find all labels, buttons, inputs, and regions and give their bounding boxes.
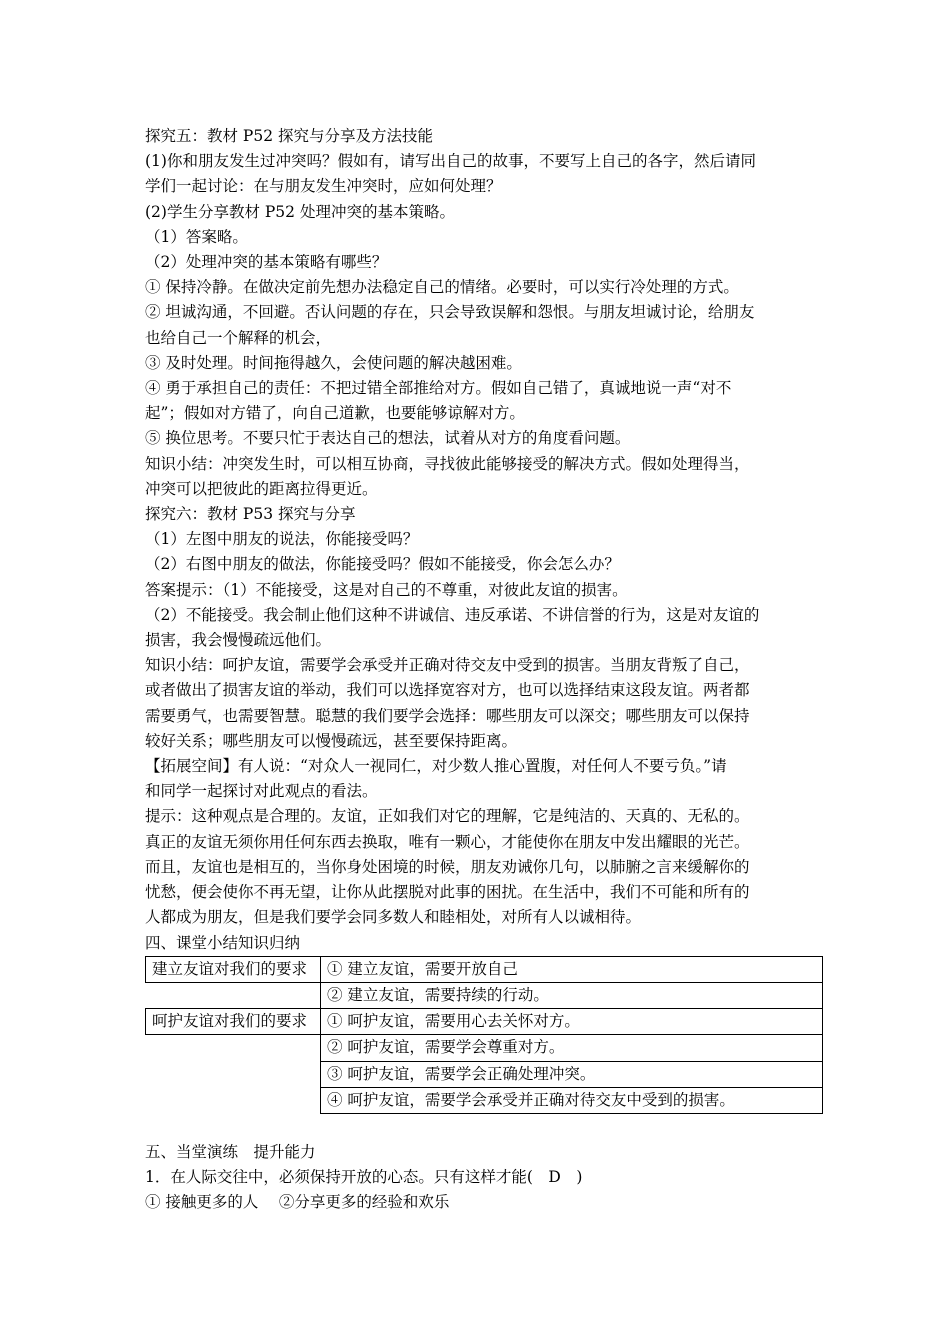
paragraph-line: (2)学生分享教材 P52 处理冲突的基本策略。 <box>145 202 455 221</box>
paragraph-line: 真正的友谊无须你用任何东西去换取，唯有一颗心，才能使你在朋友中发出耀眼的光芒。 <box>145 832 750 851</box>
strategy-item: ③ 及时处理。时间拖得越久，会使问题的解决越困难。 <box>145 353 522 372</box>
paragraph-line: 人都成为朋友，但是我们要学会同多数人和睦相处，对所有人以诚相待。 <box>145 908 642 927</box>
paragraph-line: 忧愁，便会使你不再无望，让你从此摆脱对此事的困扰。在生活中，我们不可能和所有的 <box>145 883 750 902</box>
paragraph-line: 冲突可以把彼此的距离拉得更近。 <box>145 479 378 498</box>
table-row <box>146 956 823 982</box>
strategy-item: ⑤ 换位思考。不要只忙于表达自己的想法，试着从对方的角度看问题。 <box>145 429 631 448</box>
lesson-text-part-2 <box>145 1140 825 1216</box>
summary-paragraph: 知识小结：呵护友谊，需要学会承受并正确对待交友中受到的损害。当朋友背叛了自己， <box>145 656 750 675</box>
table-cell-empty <box>146 1061 321 1087</box>
document-page <box>145 124 825 1216</box>
paragraph-line: （1）答案略。 <box>145 227 248 246</box>
answer-line: （2）不能接受。我会制止他们这种不讲诚信、违反承诺、不讲信誉的行为，这是对友谊的 <box>145 605 760 624</box>
question-line: 1．在人际交往中，必须保持开放的心态。只有这样才能( D ) <box>145 1168 583 1187</box>
table-cell-requirement: ② 呵护友谊，需要学会尊重对方。 <box>321 1035 823 1061</box>
summary-paragraph: 知识小结：冲突发生时，可以相互协商，寻找彼此能够接受的解决方式。假如处理得当， <box>145 454 750 473</box>
knowledge-summary-table <box>145 956 823 1114</box>
section-heading: 四、课堂小结知识归纳 <box>145 933 301 952</box>
table-cell-category: 呵护友谊对我们的要求 <box>146 1009 321 1035</box>
paragraph-line: （2）处理冲突的基本策略有哪些？ <box>145 253 388 272</box>
table-cell-empty <box>146 1035 321 1061</box>
paragraph-line: 损害，我会慢慢疏远他们。 <box>145 631 332 650</box>
extension-paragraph: 【拓展空间】有人说：“对众人一视同仁，对少数人推心置腹，对任何人不要亏负。”请 <box>145 757 727 776</box>
paragraph-line: （2）右图中朋友的做法，你能接受吗？假如不能接受，你会怎么办？ <box>145 555 620 574</box>
paragraph-line: 起”；假如对方错了，向自己道歉，也要能够谅解对方。 <box>145 404 525 423</box>
answer-line: 答案提示：（1）不能接受，这是对自己的不尊重，对彼此友谊的损害。 <box>145 580 628 599</box>
option-line: ① 接触更多的人 ②分享更多的经验和欢乐 <box>145 1193 450 1212</box>
table-cell-category: 建立友谊对我们的要求 <box>146 956 321 982</box>
paragraph-line: 较好关系；哪些朋友可以慢慢疏远，甚至要保持距离。 <box>145 731 518 750</box>
table-cell-empty <box>146 1087 321 1113</box>
table-row <box>146 1087 823 1113</box>
table-row <box>146 1009 823 1035</box>
hint-paragraph: 提示：这种观点是合理的。友谊，正如我们对它的理解，它是纯洁的、天真的、无私的。 <box>145 807 750 826</box>
strategy-item: ② 坦诚沟通，不回避。否认问题的存在，只会导致误解和怨恨。与朋友坦诚讨论，给朋友 <box>145 303 755 322</box>
paragraph-line: 而且，友谊也是相互的，当你身处困境的时候，朋友劝诫你几句，以肺腑之言来缓解你的 <box>145 857 750 876</box>
table-cell-empty <box>146 982 321 1008</box>
table-row <box>146 982 823 1008</box>
section-heading: 五、当堂演练 提升能力 <box>145 1142 316 1161</box>
paragraph-line: 学们一起讨论：在与朋友发生冲突时，应如何处理？ <box>145 177 502 196</box>
paragraph-line: 需要勇气，也需要智慧。聪慧的我们要学会选择：哪些朋友可以深交；哪些朋友可以保持 <box>145 706 750 725</box>
table-cell-requirement: ③ 呵护友谊，需要学会正确处理冲突。 <box>321 1061 823 1087</box>
paragraph-line: (1)你和朋友发生过冲突吗？假如有，请写出自己的故事，不要写上自己的各字，然后请同 <box>145 152 756 171</box>
table-row <box>146 1061 823 1087</box>
table-cell-requirement: ④ 呵护友谊，需要学会承受并正确对待交友中受到的损害。 <box>321 1087 823 1113</box>
blank-spacer <box>145 1114 825 1140</box>
paragraph-line: 也给自己一个解释的机会， <box>145 328 332 347</box>
lesson-text-part-1 <box>145 124 825 956</box>
strategy-item: ④ 勇于承担自己的责任：不把过错全部推给对方。假如自己错了，真诚地说一声“对不 <box>145 379 732 398</box>
section-heading: 探究六：教材 P53 探究与分享 <box>145 505 356 524</box>
paragraph-line: （1）左图中朋友的说法，你能接受吗？ <box>145 530 419 549</box>
table-cell-requirement: ① 呵护友谊，需要用心去关怀对方。 <box>321 1009 823 1035</box>
table-row <box>146 1035 823 1061</box>
paragraph-line: 或者做出了损害友谊的举动，我们可以选择宽容对方，也可以选择结束这段友谊。两者都 <box>145 681 750 700</box>
paragraph-line: 和同学一起探讨对此观点的看法。 <box>145 782 378 801</box>
section-heading: 探究五：教材 P52 探究与分享及方法技能 <box>145 127 434 145</box>
table-cell-requirement: ① 建立友谊，需要开放自己 <box>321 956 823 982</box>
table-cell-requirement: ② 建立友谊，需要持续的行动。 <box>321 982 823 1008</box>
strategy-item: ① 保持冷静。在做决定前先想办法稳定自己的情绪。必要时，可以实行冷处理的方式。 <box>145 278 739 297</box>
